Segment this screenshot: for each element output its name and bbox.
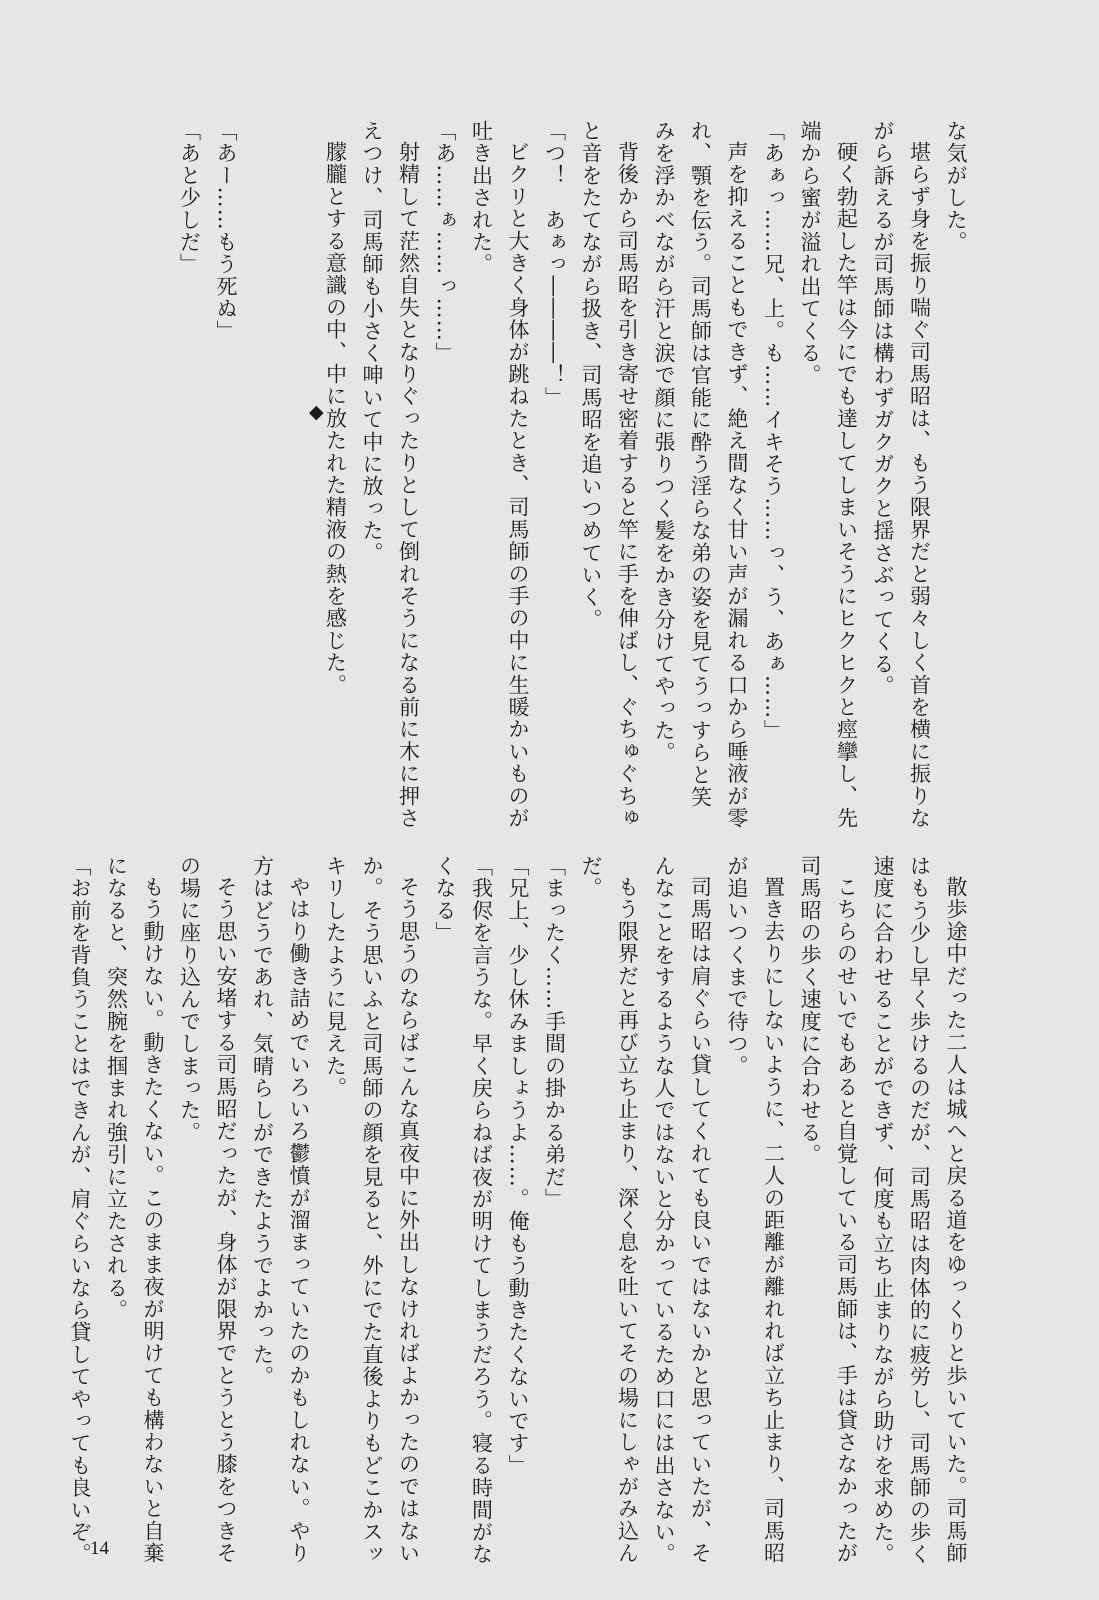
text-column: 速度に合わせることができず、何度も立ち止まりながら助けを求めた。 — [871, 855, 895, 1566]
text-column: 声を抑えることもできず、絶え間なく甘い声が漏れる口から唾液が零 — [725, 141, 749, 830]
text-column: キリしたように見えた。 — [323, 855, 348, 1100]
text-column: れ、顎を伝う。司馬師は官能に酔う淫らな弟の姿を見てうっすらと笑 — [688, 120, 713, 809]
text-column: だ。 — [579, 855, 603, 900]
text-column: か。そう思いふと司馬師の顔を見ると、外にでた直後よりもどこかスッ — [360, 855, 384, 1566]
text-column: がら訴えるが司馬師は構わずガクガクと揺さぶってくる。 — [871, 120, 895, 698]
section-separator: ◆ — [309, 401, 324, 423]
text-column: 射精して茫然自失となりぐったりとして倒れそうになる前に木に押さ — [396, 141, 421, 830]
text-column: 吐き出された。 — [469, 120, 494, 276]
text-column: みを浮かべながら汗と涙で顔に張りつく髪をかき分けてやった。 — [652, 120, 676, 764]
text-column: 置き去りにしないように、二人の距離が離れれば立ち止まり、司馬昭 — [761, 876, 786, 1565]
text-column: 「あぁっ……兄、上。も……イキそう……っ、う、あぁ……」 — [761, 120, 786, 742]
text-column: 散歩途中だった二人は城へと戻る道をゆっくりと歩いていた。司馬師 — [944, 876, 968, 1565]
text-column: やはり働き詰めでいろいろ鬱憤が溜まっていたのかもしれない。やり — [287, 876, 311, 1565]
text-column: 方はどうであれ、気晴らしができたようでよかった。 — [250, 855, 275, 1388]
upper-text-block — [171, 120, 974, 830]
text-column: 司馬昭は肩ぐらい貸してくれても良いではないかと思っていたが、そ — [688, 876, 713, 1565]
text-column: そう思い安堵する司馬昭だったが、身体が限界でとうとう膝をつきそ — [214, 876, 238, 1565]
text-column: ビクリと大きく身体が跳ねたとき、司馬師の手の中に生暖かいものが — [506, 141, 530, 830]
text-column: 司馬昭の歩く速度に合わせる。 — [798, 855, 822, 1166]
text-column — [244, 120, 281, 730]
text-column: な気がした。 — [944, 120, 968, 254]
text-column: 「あー……もう死ぬ」 — [214, 120, 238, 342]
text-column: そう思うのならばこんな真夜中に外出しなければよかったのではない — [396, 876, 421, 1565]
text-column: 「お前を背負うことはできんが、肩ぐらいなら貸してやっても良いぞ。 — [68, 855, 92, 1566]
text-column: 堪らず身を振り喘ぐ司馬昭は、もう限界だと弱々しく首を横に振りな — [907, 141, 932, 830]
text-column: 端から蜜が溢れ出てくる。 — [798, 120, 822, 387]
text-column: 「兄上、少し休みましょうよ……。俺もう動きたくないです」 — [506, 855, 530, 1477]
text-column: 朦朧とする意識の中、中に放たれた精液の熱を感じた。 — [323, 141, 348, 696]
text-column: 「つ！ あぁっ――――！」 — [542, 120, 567, 409]
text-column: になると、突然腕を掴まれ強引に立たされる。 — [104, 855, 129, 1322]
text-column: んなことをするような人ではないと分かっているため口には出さない。 — [652, 855, 676, 1566]
text-column: と音をたてながら扱き、司馬昭を追いつめていく。 — [579, 120, 603, 631]
text-column: 硬く勃起した竿は今にでも達してしまいそうにヒクヒクと痙攣し、先 — [834, 141, 859, 830]
text-column: が追いつくまで待つ。 — [725, 855, 749, 1077]
text-column: えつけ、司馬師も小さく呻いて中に放った。 — [360, 120, 384, 564]
text-column: はもう少し早く歩けるのだが、司馬昭は肉体的に疲労し、司馬師の歩く — [907, 855, 932, 1566]
text-column: もう限界だと再び立ち止まり、深く息を吐いてその場にしゃがみ込ん — [615, 876, 640, 1565]
text-column: の場に座り込んでしまった。 — [177, 855, 202, 1144]
text-column: くなる」 — [433, 855, 457, 944]
text-column: 「我侭を言うな。早く戻らねば夜が明けてしまうだろう。寝る時間がな — [469, 855, 494, 1566]
text-column: もう動けない。動きたくない。このまま夜が明けても構わないと自棄 — [141, 876, 165, 1565]
text-column: 「あと少しだ」 — [177, 120, 202, 276]
text-column: 「あ……ぁ……っ……」 — [433, 120, 457, 365]
text-column: 背後から司馬昭を引き寄せ密着すると竿に手を伸ばし、ぐちゅぐちゅ — [615, 141, 640, 830]
text-column: こちらのせいでもあると自覚している司馬師は、手は貸さなかったが — [834, 876, 859, 1565]
text-column — [281, 120, 318, 730]
page-number: 14 — [90, 1538, 109, 1559]
text-column: 「まったく……手間の掛かる弟だ」 — [542, 855, 567, 1211]
